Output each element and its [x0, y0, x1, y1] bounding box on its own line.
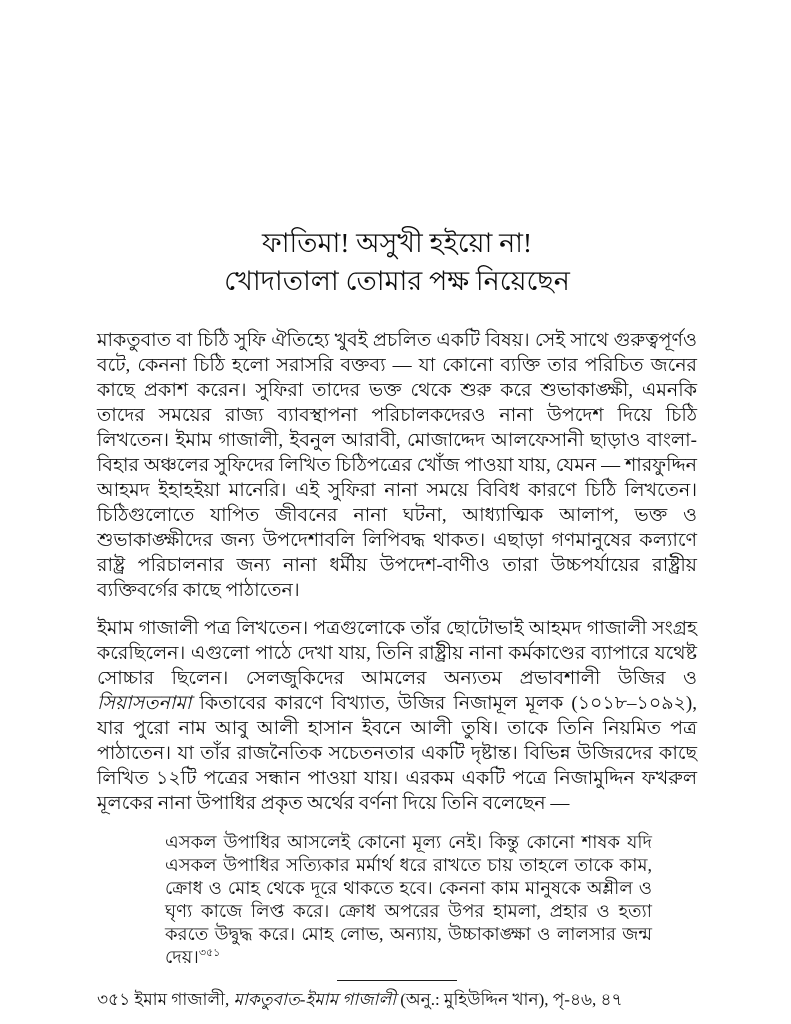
paragraph-2	[97, 616, 697, 816]
footnote-author: ইমাম গাজালী,	[134, 990, 234, 1009]
paragraph-2-text-a: ইমাম গাজালী পত্র লিখতেন। পত্রগুলোকে তাঁর ছোটোভাই আহমদ গাজালী সংগ্রহ করেছিলেন। এগুলো পাঠে দেখা যায়, তিনি রাষ্ট্রীয় নানা কর্মকাণ্ডের ব্যাপারে যথেষ্ট সোচ্চার ছিলেন। সেলজুকিদের আমলের অন্যতম প্রভাবশালী উজির ও	[97, 618, 697, 689]
chapter-title-line-2: খোদাতালা তোমার পক্ষ নিয়েছেন	[224, 266, 570, 296]
footnote-number: ৩৫১	[97, 990, 135, 1009]
book-title-siyasatnama: সিয়াসতনামা	[97, 693, 192, 714]
footnote-book-title: মাকতুবাত-ইমাম গাজালী	[233, 990, 397, 1009]
paragraph-2-text-b: কিতাবের কারণে বিখ্যাত, উজির নিজামূল মূলক (১০১৮–১০৯২), যার পুরো নাম আবু আলী হাসান ইবনে আলী তুষি। তাকে তিনি নিয়মিত পত্র পাঠাতেন। যা তাঁর রাজনৈতিক সচেতনতার একটি দৃষ্টান্ত। বিভিন্ন উজিরদের কাছে লিখিত ১২টি পত্রের সন্ধান পাওয়া যায়। এরকম একটি পত্রে নিজামুদ্দিন ফখরুল মূলকের নানা উপাধির প্রকৃত অর্থের বর্ণনা দিয়ে তিনি বলেছেন —	[97, 693, 697, 814]
body-text	[97, 328, 697, 1011]
footnote-reference-marker: ৩৫১	[198, 947, 221, 959]
footnote	[97, 989, 697, 1011]
paragraph-1-text: মাকতুবাত বা চিঠি সুফি ঐতিহ্যে খুবই প্রচলিত একটি বিষয়। সেই সাথে গুরুত্বপূর্ণও বটে, কেননা চিঠি হলো সরাসরি বক্তব্য — যা কোনো ব্যক্তি তার পরিচিত জনের কাছে প্রকাশ করেন। সুফিরা তাদের ভক্ত থেকে শুরু করে শুভাকাঙ্ক্ষী, এমনকি তাদের সময়ের রাজ্য ব্যাবস্থাপনা পরিচালকদেরও নানা উপদেশ দিয়ে চিঠি লিখতেন। ইমাম গাজালী, ইবনুল আরাবী, মোজাদ্দেদ আলফেসানী ছাড়াও বাংলা-বিহার অঞ্চলের সুফিদের লিখিত চিঠিপত্রের খোঁজ পাওয়া যায়, যেমন — শারফুদ্দিন আহমদ ইহাহইয়া মানেরি। এই সুফিরা নানা সময়ে বিবিধ কারণে চিঠি লিখতেন। চিঠিগুলোতে যাপিত জীবনের নানা ঘটনা, আধ্যাত্মিক আলাপ, ভক্ত ও শুভাকাঙ্ক্ষীদের জন্য উপদেশাবলি লিপিবদ্ধ থাকত। এছাড়া গণমানুষের কল্যাণে রাষ্ট্র পরিচালনার জন্য নানা ধর্মীয় উপদেশ-বাণীও তারা উচ্চপর্যায়ের রাষ্ট্রীয় ব্যক্তিবর্গের কাছে পাঠাতেন।	[97, 330, 697, 601]
quote-text: এসকল উপাধির আসলেই কোনো মূল্য নেই। কিন্তু কোনো শাষক যদি এসকল উপাধির সত্যিকার মর্মার্থ ধরে রাখতে চায় তাহলে তাকে কাম, ক্রোধ ও মোহ থেকে দূরে থাকতে হবে। কেননা কাম মানুষকে অশ্লীল ও ঘৃণ্য কাজে লিপ্ত করে। ক্রোধ অপরের উপর হামলা, প্রহার ও হত্যা করতে উদ্বুদ্ধ করে। মোহ লোভ, অন্যায়, উচ্চাকাঙ্ক্ষা ও লালসার জন্ম দেয়।	[165, 832, 652, 967]
paragraph-1	[97, 328, 697, 603]
chapter-title	[97, 224, 697, 300]
footnote-publication-details: (অনু.: মুহিউদ্দিন খান), পৃ-৪৬, ৪৭	[396, 990, 623, 1009]
chapter-title-line-1: ফাতিমা! অসুখী হইয়ো না!	[261, 228, 533, 258]
footnote-divider	[337, 980, 457, 981]
block-quote	[165, 831, 652, 969]
page-content	[97, 0, 697, 1011]
